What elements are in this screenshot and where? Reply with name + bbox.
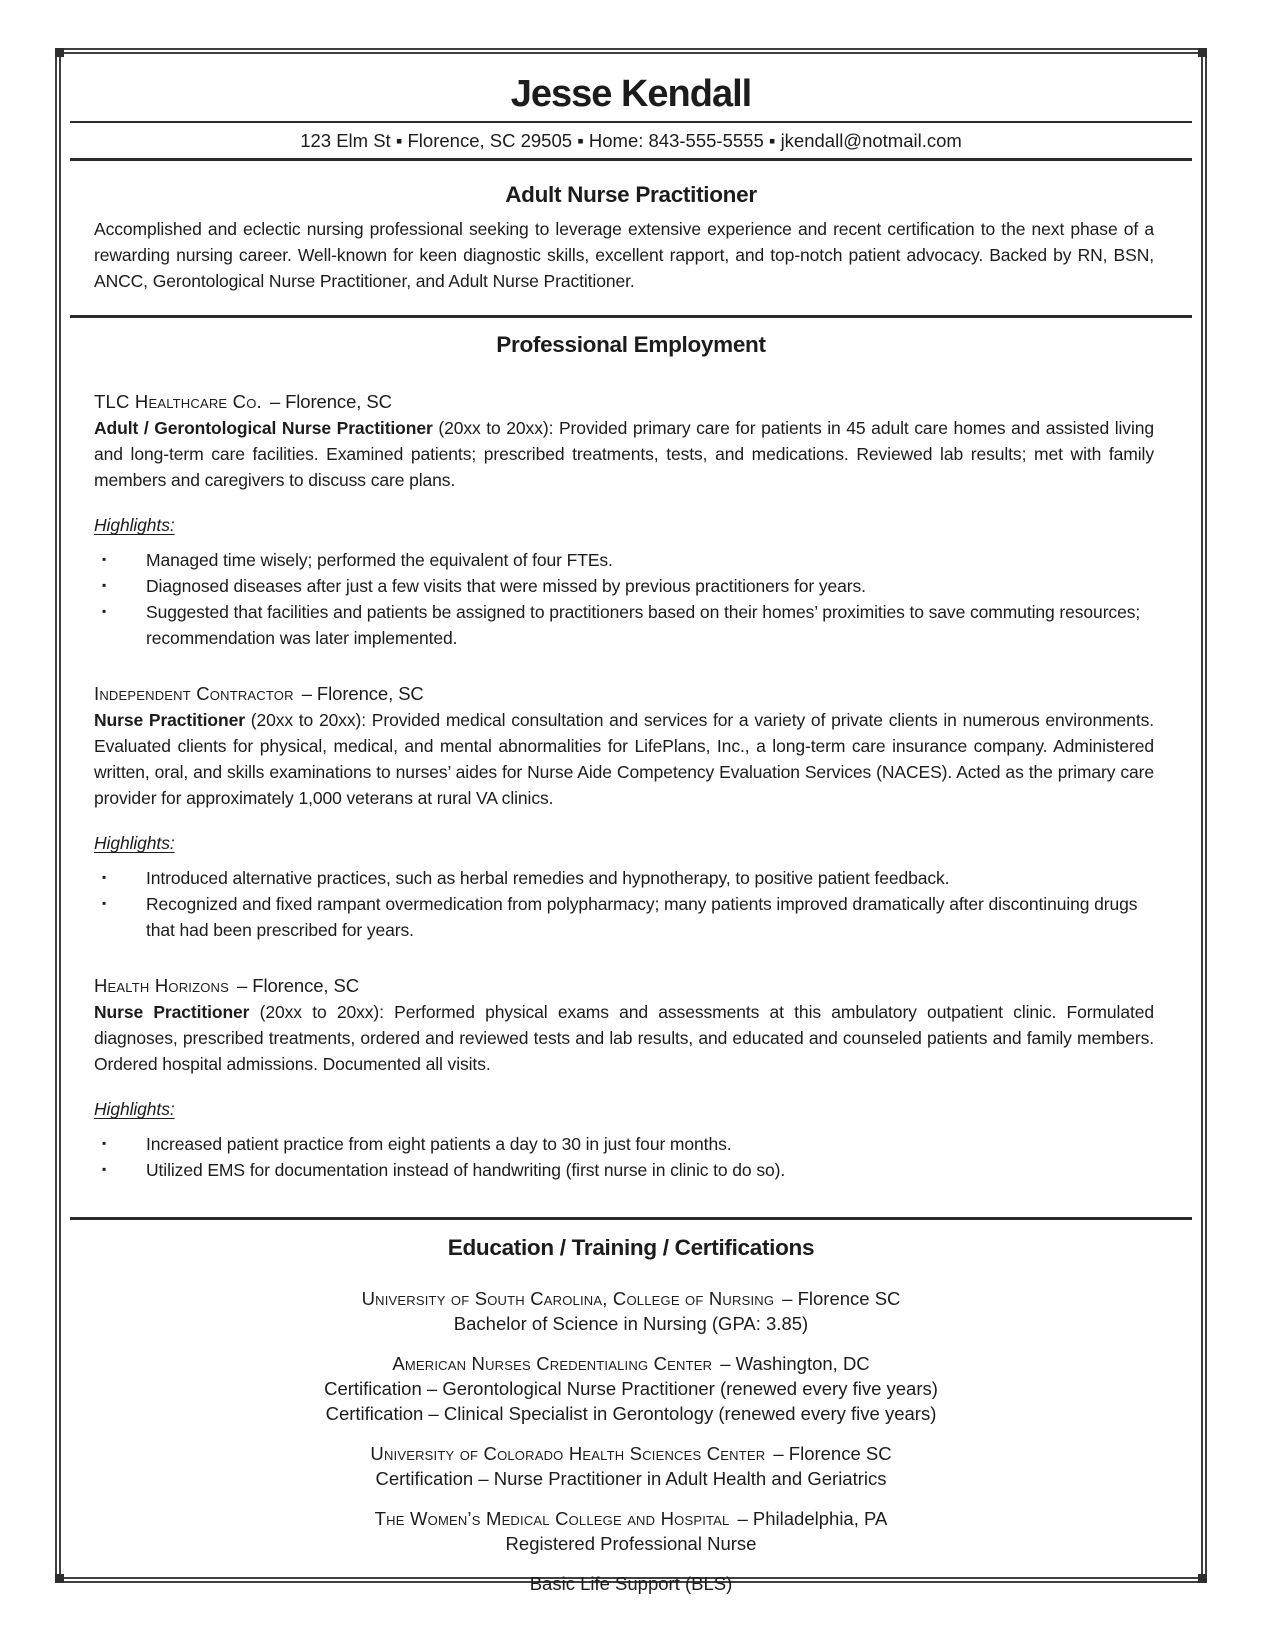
- resume-content: [61, 54, 1201, 1595]
- highlight-item: [94, 891, 1154, 943]
- job-description: [94, 999, 1154, 1077]
- section-divider-employment: [70, 315, 1192, 318]
- company-location: – Florence, SC: [237, 975, 360, 997]
- bullet-icon: ▪: [102, 870, 107, 885]
- institution-line: [70, 1506, 1192, 1531]
- education-entry: [70, 1351, 1192, 1426]
- highlights-list: [94, 547, 1154, 651]
- highlight-text: Managed time wisely; performed the equivalent of four FTEs.: [146, 550, 613, 571]
- employment-heading: Professional Employment: [496, 332, 766, 358]
- institution-name: University of South Carolina, College of Nursing: [361, 1288, 775, 1310]
- job-description-text: (20xx to 20xx): Provided medical consultation and services for a variety of private clients in numerous environments. Evaluated clients for physical, medical, and mental abnormalities for LifePlans, Inc., a long-term care insurance company. Administered written, oral, and skills examinations to nurses’ aides for Nurse Aide Competency Evaluation Services (NACES). Acted as the primary care provider for approximately 1,000 veterans at rural VA clinics.: [94, 710, 1154, 809]
- bullet-icon: ▪: [102, 896, 107, 911]
- education-section: [70, 1286, 1192, 1596]
- job-company-line: [94, 681, 1154, 707]
- institution-location: – Florence SC: [782, 1288, 901, 1310]
- job-description-text: (20xx to 20xx): Performed physical exams and assessments at this ambulatory outpatient clinic. Formulated diagnoses, prescribed treatments, ordered and reviewed tests and lab results, and educated and counseled patients and family members. Ordered hospital admissions. Documented all visits.: [94, 1002, 1154, 1075]
- education-detail-line: Certification – Nurse Practitioner in Adult Health and Geriatrics: [375, 1468, 887, 1490]
- institution-line: [70, 1351, 1192, 1376]
- highlight-text: Increased patient practice from eight patients a day to 30 in just four months.: [146, 1134, 732, 1155]
- education-entry: [70, 1286, 1192, 1336]
- highlight-item: [94, 865, 1154, 891]
- border-corner-square: [1198, 48, 1207, 57]
- bullet-icon: ▪: [102, 578, 107, 593]
- job-entry: [94, 973, 1154, 1183]
- company-name: Health Horizons: [94, 975, 230, 997]
- education-heading: Education / Training / Certifications: [447, 1235, 815, 1261]
- job-title: Nurse Practitioner: [94, 710, 245, 731]
- job-description: [94, 415, 1154, 493]
- education-entry: [70, 1506, 1192, 1556]
- job-company-line: [94, 389, 1154, 415]
- institution-name: University of Colorado Health Sciences Center: [370, 1443, 766, 1465]
- education-entry: [70, 1441, 1192, 1491]
- bullet-icon: ▪: [102, 1136, 107, 1151]
- highlight-item: [94, 599, 1154, 651]
- job-description: [94, 707, 1154, 811]
- section-divider-education: [70, 1217, 1192, 1220]
- objective-title: Adult Nurse Practitioner: [505, 182, 757, 208]
- job-company-line: [94, 973, 1154, 999]
- border-corner-square: [55, 1574, 64, 1583]
- job-title: Nurse Practitioner: [94, 1002, 250, 1023]
- highlight-text: Suggested that facilities and patients be assigned to practitioners based on their homes’ proximities to save commuting resources; recommendation was later implemented.: [146, 602, 1141, 649]
- highlight-item: [94, 1157, 1154, 1183]
- company-location: – Florence, SC: [301, 683, 424, 705]
- highlight-item: [94, 1131, 1154, 1157]
- highlight-text: Introduced alternative practices, such as herbal remedies and hypnotherapy, to positive patient feedback.: [146, 868, 950, 889]
- company-name: Independent Contractor: [94, 683, 294, 705]
- certification-line: Basic Life Support (BLS): [529, 1573, 733, 1595]
- company-location: – Florence, SC: [269, 391, 392, 413]
- border-corner-square: [55, 48, 64, 57]
- highlights-list: [94, 865, 1154, 943]
- bullet-icon: ▪: [102, 1162, 107, 1177]
- institution-location: – Washington, DC: [720, 1353, 870, 1375]
- highlight-item: [94, 547, 1154, 573]
- institution-line: [70, 1441, 1192, 1466]
- institution-location: – Philadelphia, PA: [737, 1508, 888, 1530]
- education-detail-line: Certification – Clinical Specialist in Gerontology (renewed every five years): [325, 1403, 937, 1425]
- highlight-text: Recognized and fixed rampant overmedication from polypharmacy; many patients improved dramatically after discontinuing drugs that had been prescribed for years.: [146, 894, 1138, 941]
- company-name: TLC Healthcare Co.: [94, 391, 262, 413]
- border-corner-square: [1198, 1574, 1207, 1583]
- job-entry: [94, 681, 1154, 943]
- institution-line: [70, 1286, 1192, 1311]
- institution-name: American Nurses Credentialing Center: [392, 1353, 713, 1375]
- job-entry: [94, 389, 1154, 651]
- highlights-label: Highlights:: [94, 515, 175, 536]
- education-detail-line: Certification – Gerontological Nurse Practitioner (renewed every five years): [324, 1378, 938, 1400]
- header-divider-bottom: [70, 158, 1192, 161]
- job-title: Adult / Gerontological Nurse Practitioner: [94, 418, 433, 439]
- objective-summary: Accomplished and eclectic nursing professional seeking to leverage extensive experience and recent certification to the next phase of a rewarding nursing career. Well-known for keen diagnostic skills, excellent rapport, and top-notch patient advocacy. Backed by RN, BSN, ANCC, Gerontological Nurse Practitioner, and Adult Nurse Practitioner.: [94, 219, 1154, 292]
- education-detail-line: Bachelor of Science in Nursing (GPA: 3.85): [453, 1313, 809, 1335]
- bullet-icon: ▪: [102, 552, 107, 567]
- page-border-frame: [55, 48, 1207, 1595]
- highlight-text: Diagnosed diseases after just a few visits that were missed by previous practitioners for years.: [146, 576, 866, 597]
- highlights-label: Highlights:: [94, 1099, 175, 1120]
- bullet-icon: ▪: [102, 604, 107, 619]
- person-name: Jesse Kendall: [510, 73, 752, 115]
- institution-location: – Florence SC: [773, 1443, 892, 1465]
- contact-line: 123 Elm St ▪ Florence, SC 29505 ▪ Home: 843-555-5555 ▪ jkendall@notmail.com: [300, 130, 962, 152]
- highlights-list: [94, 1131, 1154, 1183]
- education-detail-line: Registered Professional Nurse: [505, 1533, 757, 1555]
- job-description-text: (20xx to 20xx): Provided primary care for patients in 45 adult care homes and assisted living and long-term care facilities. Examined patients; prescribed treatments, tests, and medications. Reviewed lab results; met with family members and caregivers to discuss care plans.: [94, 418, 1154, 491]
- institution-name: The Women’s Medical College and Hospital: [374, 1508, 730, 1530]
- highlight-text: Utilized EMS for documentation instead of handwriting (first nurse in clinic to do so).: [146, 1160, 786, 1181]
- highlight-item: [94, 573, 1154, 599]
- highlights-label: Highlights:: [94, 833, 175, 854]
